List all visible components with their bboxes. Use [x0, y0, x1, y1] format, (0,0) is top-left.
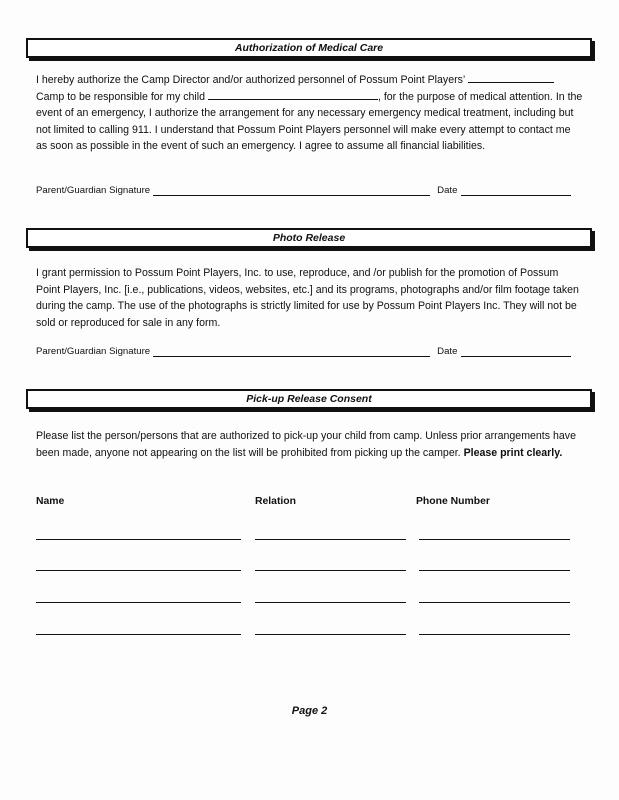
pickup-row2-relation-field[interactable] [255, 570, 406, 571]
photo-signature-row [36, 346, 584, 357]
pickup-section-header [26, 389, 592, 409]
medical-signature-field[interactable] [153, 185, 430, 196]
medical-sig-label: Parent/Guardian Signature [36, 185, 151, 196]
pickup-header-text: Pick-up Release Consent [246, 393, 372, 405]
pickup-row2-name-field[interactable] [36, 570, 241, 571]
page-number: Page 2 [291, 705, 328, 717]
medical-section-header [26, 38, 592, 58]
col-phone-header: Phone Number [416, 496, 490, 507]
pickup-row4-relation-field[interactable] [255, 634, 406, 635]
medical-line1: I hereby authorize the Camp Director and/or authorized personnel of Possum Point Players’ [36, 74, 465, 86]
pickup-row4-phone-field[interactable] [419, 634, 570, 635]
pickup-row1-relation-field[interactable] [255, 539, 406, 540]
photo-paragraph [36, 265, 584, 331]
photo-section-header [26, 228, 592, 248]
medical-date-label: Date [437, 185, 458, 196]
pickup-paragraph [36, 428, 584, 461]
pickup-row1-phone-field[interactable] [419, 539, 570, 540]
photo-header-text: Photo Release [272, 232, 346, 244]
photo-date-label: Date [437, 346, 458, 357]
pickup-text-bold: Please print clearly. [463, 446, 563, 459]
camp-name-field[interactable] [468, 72, 554, 83]
medical-signature-row [36, 185, 584, 196]
child-name-field[interactable] [208, 89, 378, 100]
medical-paragraph [36, 72, 584, 155]
photo-text: I grant permission to Possum Point Players, Inc. to use, reproduce, and /or publish for the promotion of Possum Point Players, Inc. [i.e., publications, videos, websites, etc.] and its programs, photographs and/or film footage taken during the camp. The use of the photographs is strictly limited for use by Possum Point Players Inc. They will not be sold or reproduced for sale in any form. [36, 267, 579, 329]
medical-line2b: , for the purpose of medical attention. [377, 90, 553, 103]
col-name-header: Name [36, 496, 65, 507]
medical-date-field[interactable] [461, 185, 571, 196]
medical-rest: In the event of an emergency, I authorize the arrangement for any necessary emergency medical treatment, including but not limited to calling 911. I understand that Possum Point Players personnel will make every attempt to contact me as soon as possible in the event of such an emergency. I agree to assume all financial liabilities. [36, 90, 583, 153]
medical-line2a: Camp to be responsible for my child [36, 90, 205, 103]
pickup-text: Please list the person/persons that are authorized to pick-up your child from camp. Unless prior arrangements have been made, anyone not appearing on the list will be prohibited from picking up the camper. [36, 430, 576, 459]
pickup-row1-name-field[interactable] [36, 539, 241, 540]
pickup-row2-phone-field[interactable] [419, 570, 570, 571]
pickup-row3-relation-field[interactable] [255, 602, 406, 603]
photo-sig-label: Parent/Guardian Signature [36, 346, 151, 357]
pickup-row4-name-field[interactable] [36, 634, 241, 635]
pickup-row3-phone-field[interactable] [419, 602, 570, 603]
col-relation-header: Relation [255, 496, 296, 507]
photo-date-field[interactable] [461, 346, 571, 357]
medical-header-text: Authorization of Medical Care [234, 42, 384, 54]
pickup-row3-name-field[interactable] [36, 602, 241, 603]
photo-signature-field[interactable] [153, 346, 430, 357]
